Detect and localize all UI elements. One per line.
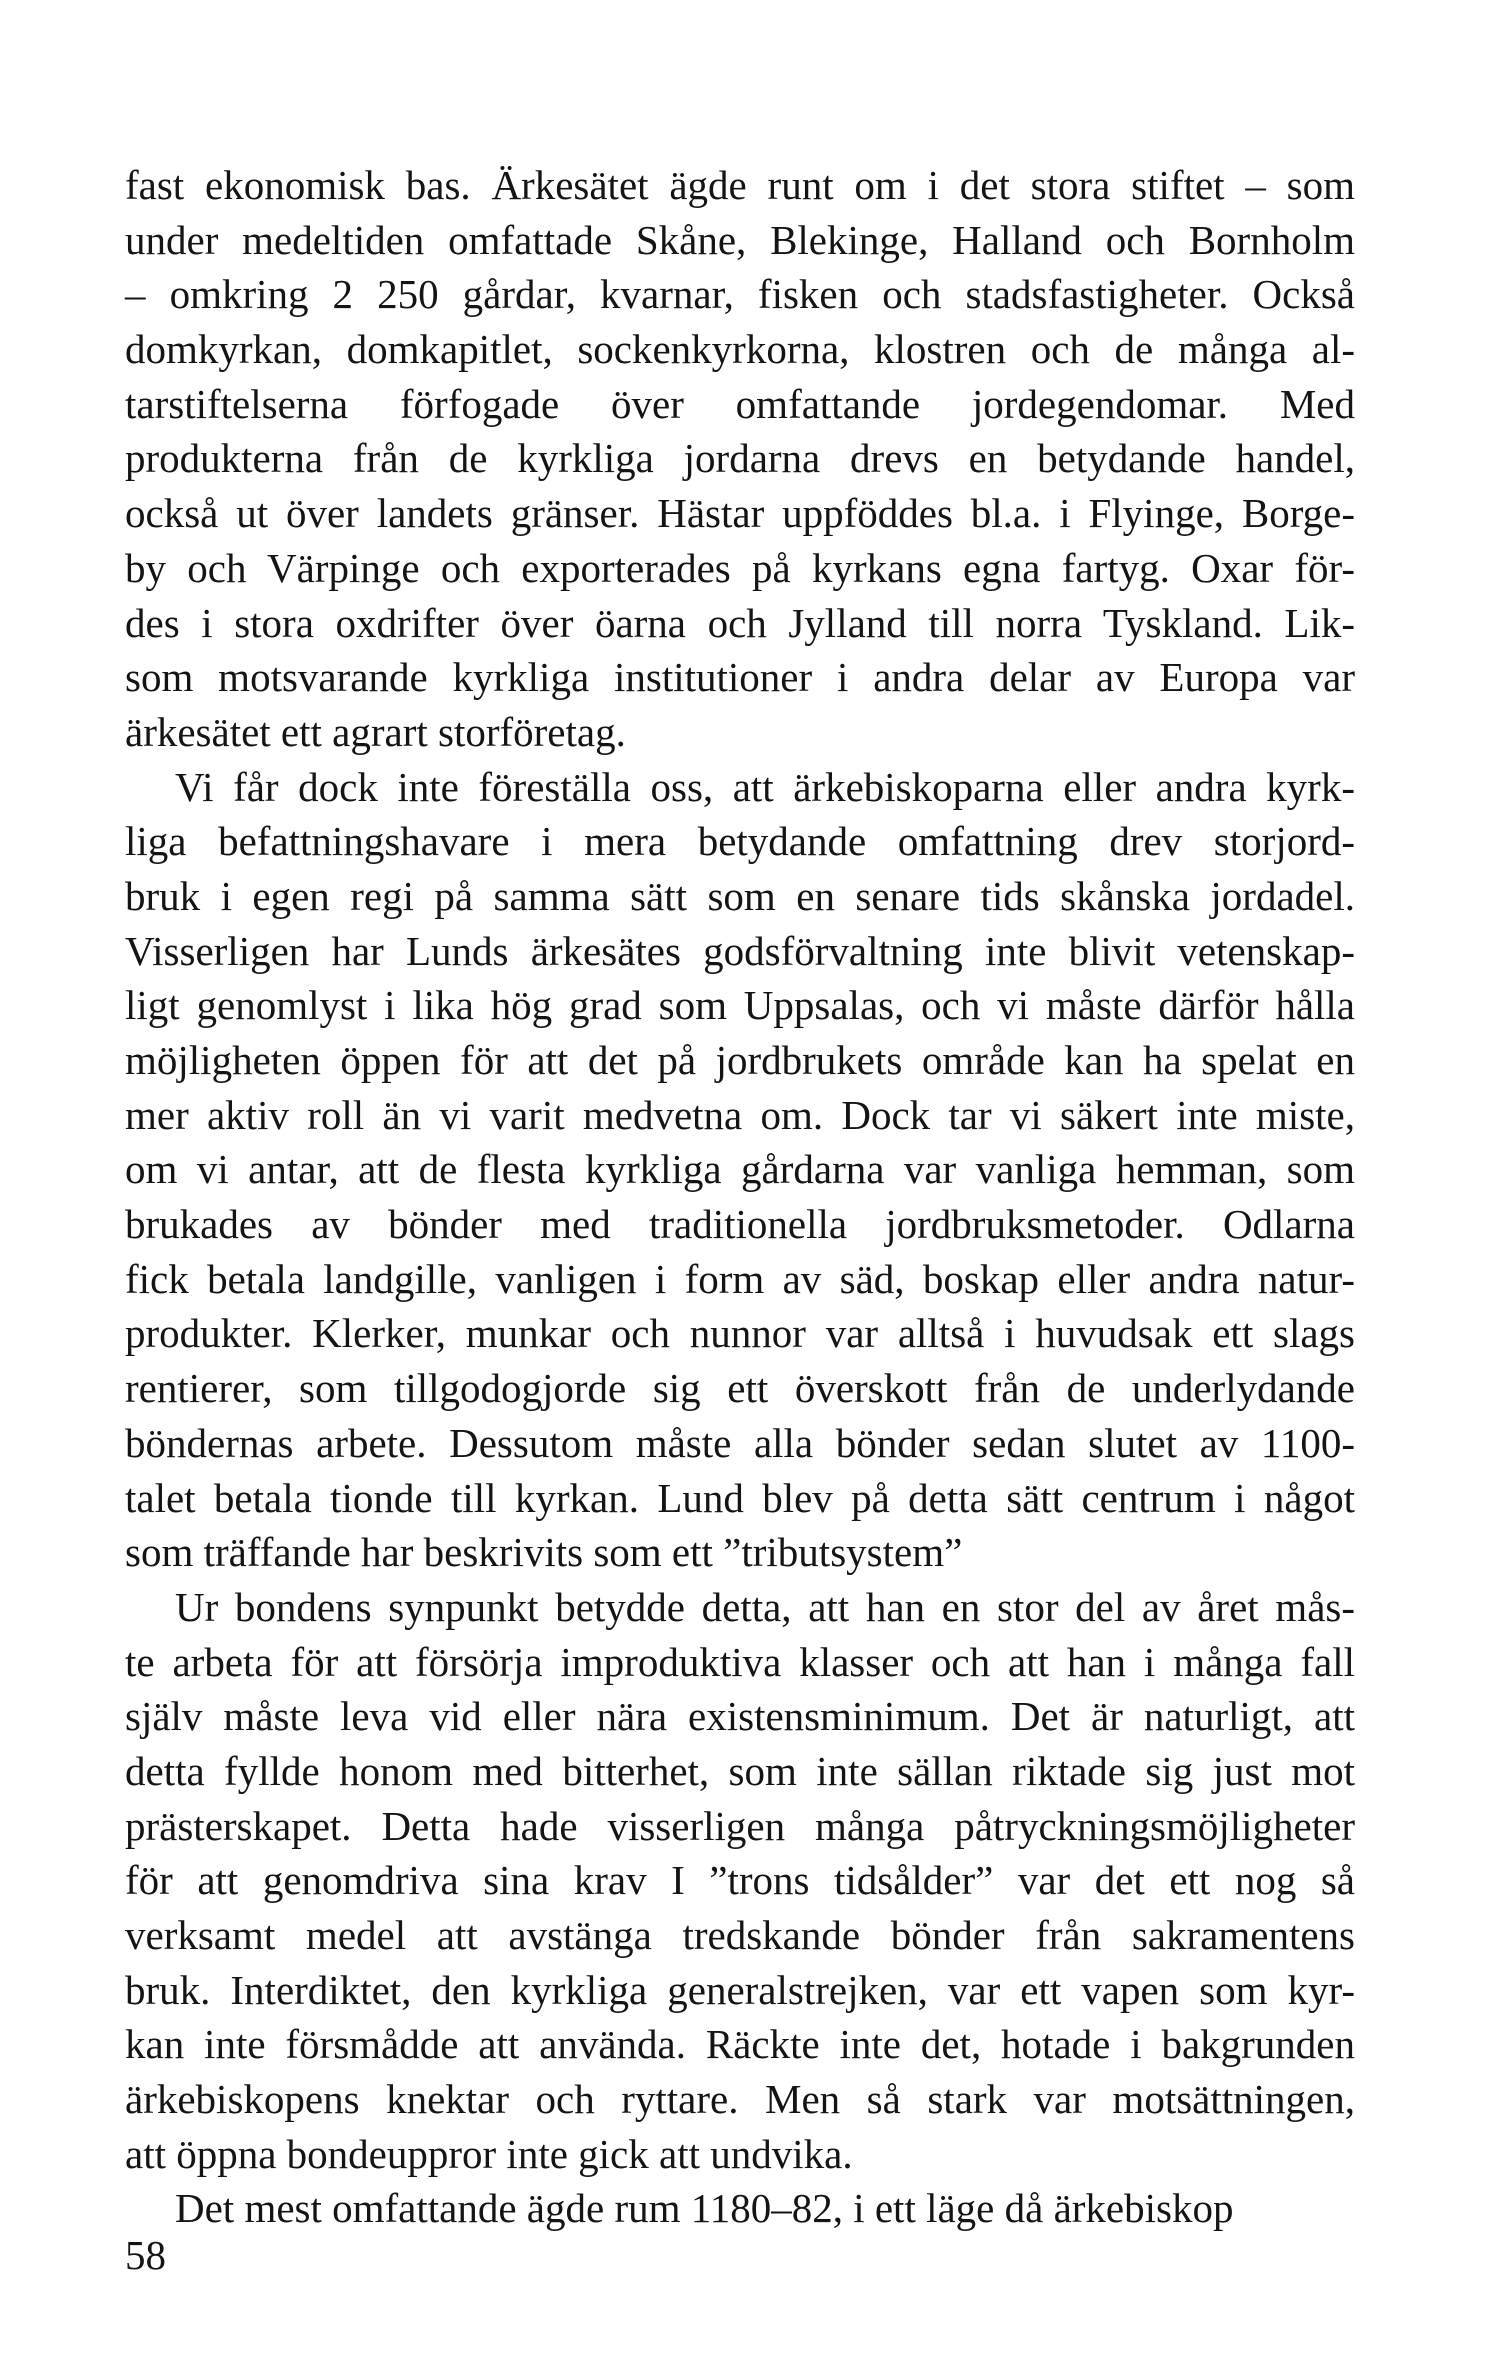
text-line: tarstiftelserna förfogade över omfattande jordegendomar. Med [125,380,1355,427]
text-line: domkyrkan, domkapitlet, sockenkyrkorna, klostren och de många al- [125,326,1355,373]
text-line: möjligheten öppen för att det på jordbrukets område kan ha spelat en [125,1037,1355,1083]
text-line: Vi får dock inte föreställa oss, att ärkebiskoparna eller andra kyrk- [175,763,1355,810]
text-line: Ur bondens synpunkt betydde detta, att han en stor del av året mås- [175,1583,1355,1630]
text-line: rentierer, som tillgodogjorde sig ett överskott från de underlydande [125,1365,1355,1412]
body-text [125,158,1355,2236]
text-line: under medeltiden omfattade Skåne, Blekinge, Halland och Bornholm [125,216,1355,263]
text-line: verksamt medel att avstänga tredskande bönder från sakramentens [125,1912,1355,1958]
text-line: produkterna från de kyrkliga jordarna drevs en betydande handel, [125,435,1355,482]
text-line: också ut över landets gränser. Hästar uppföddes bl.a. i Flyinge, Borge- [125,490,1355,537]
text-line: ärkesätet ett agrart storföretag. [125,708,626,755]
text-line: ligt genomlyst i lika hög grad som Uppsalas, och vi måste därför hålla [125,982,1355,1029]
text-line: te arbeta för att försörja improduktiva klasser och att han i många fall [125,1638,1355,1685]
text-line: liga befattningshavare i mera betydande omfattning drev storjord- [125,818,1355,865]
text-line: ärkebiskopens knektar och ryttare. Men så stark var motsättningen, [125,2076,1355,2123]
text-line: bruk. Interdiktet, den kyrkliga generalstrejken, var ett vapen som kyr- [125,1966,1355,2013]
text-line: fast ekonomisk bas. Ärkesätet ägde runt om i det stora stiftet – som [125,162,1355,208]
text-line: brukades av bönder med traditionella jordbruksmetoder. Odlarna [125,1201,1355,1248]
paragraph [125,158,1355,760]
text-line: mer aktiv roll än vi varit medvetna om. Dock tar vi säkert inte miste, [125,1091,1355,1138]
text-line: – omkring 2 250 gårdar, kvarnar, fisken och stadsfastigheter. Också [125,271,1355,318]
paragraph [125,2181,1355,2236]
text-line: böndernas arbete. Dessutom måste alla bönder sedan slutet av 1100- [125,1419,1355,1466]
text-line: des i stora oxdrifter över öarna och Jylland till norra Tyskland. Lik- [125,599,1355,646]
text-line: fick betala landgille, vanligen i form av säd, boskap eller andra natur- [125,1255,1355,1302]
text-line: detta fyllde honom med bitterhet, som inte sällan riktade sig just mot [125,1747,1355,1794]
text-line: Det mest omfattande ägde rum 1180–82, i ett läge då ärkebiskop [175,2185,1234,2232]
text-line: om vi antar, att de flesta kyrkliga gårdarna var vanliga hemman, som [125,1146,1355,1193]
text-line: produkter. Klerker, munkar och nunnor var alltså i huvudsak ett slags [125,1310,1355,1357]
page-number: 58 [125,2232,166,2278]
text-line: för att genomdriva sina krav I ”trons tidsålder” var det ett nog så [125,1857,1355,1904]
text-line: Visserligen har Lunds ärkesätes godsförvaltning inte blivit vetenskap- [125,927,1355,974]
text-line: kan inte försmådde att använda. Räckte inte det, hotade i bakgrunden [125,2021,1355,2068]
text-line: by och Värpinge och exporterades på kyrkans egna fartyg. Oxar för- [125,544,1355,591]
text-line: själv måste leva vid eller nära existensminimum. Det är naturligt, att [125,1693,1355,1740]
text-line: prästerskapet. Detta hade visserligen många påtryckningsmöjligheter [125,1802,1355,1849]
text-line: bruk i egen regi på samma sätt som en senare tids skånska jordadel. [125,872,1355,919]
paragraph [125,1580,1355,2182]
text-line: talet betala tionde till kyrkan. Lund blev på detta sätt centrum i något [125,1474,1355,1521]
text-line: att öppna bondeuppror inte gick att undvika. [125,2130,853,2177]
text-line: som motsvarande kyrkliga institutioner i andra delar av Europa var [125,654,1355,701]
text-line: som träffande har beskrivits som ett ”tributsystem” [125,1529,963,1576]
paragraph [125,760,1355,1580]
